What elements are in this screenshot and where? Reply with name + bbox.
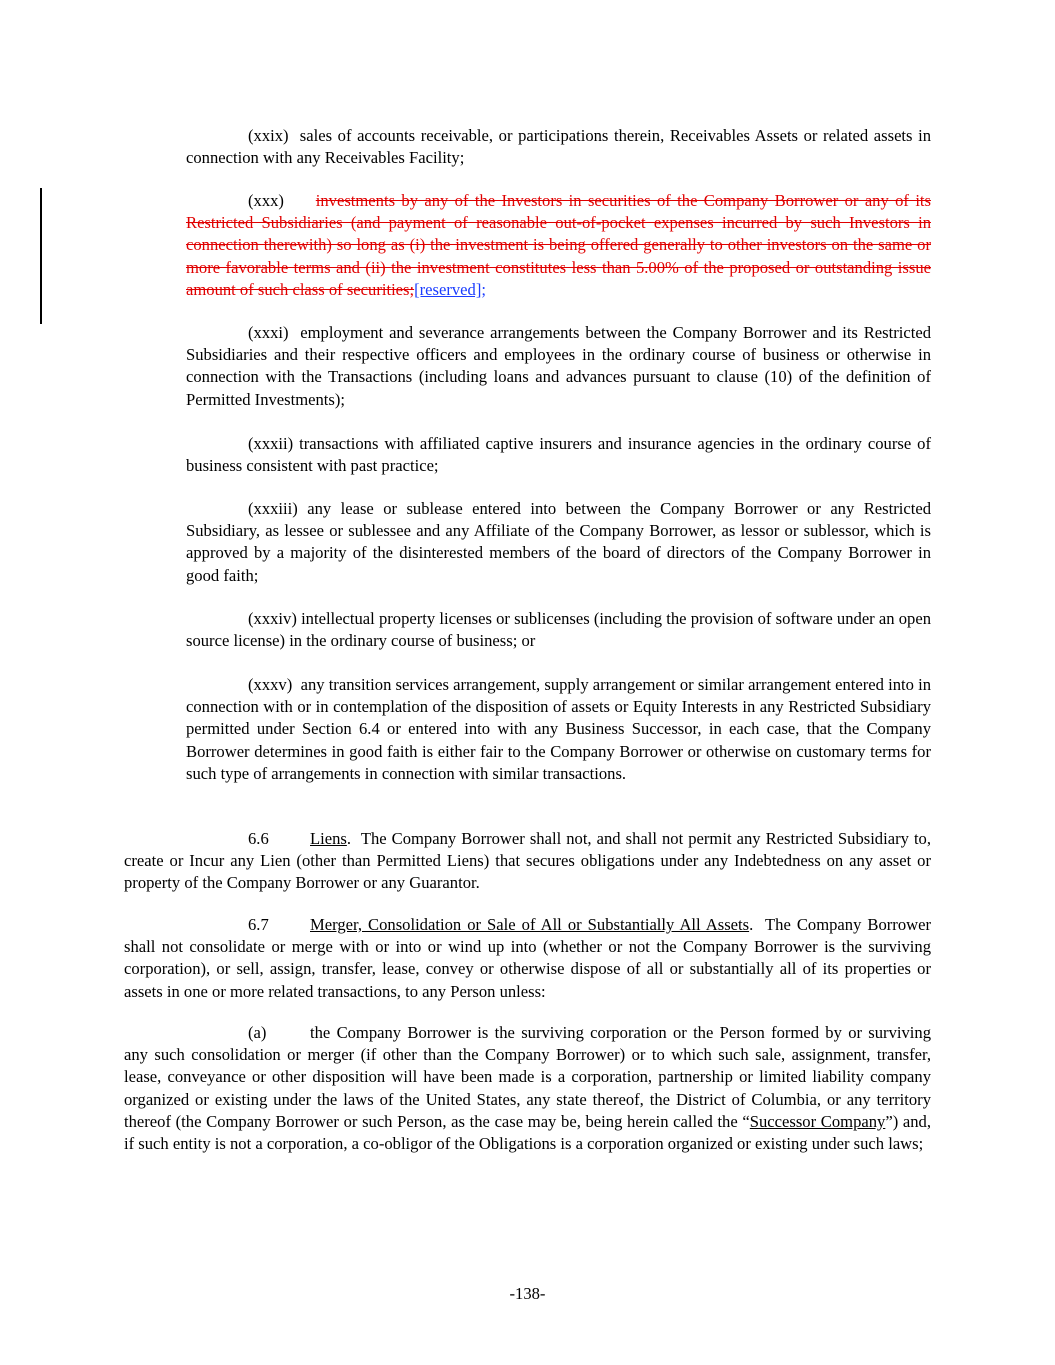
inserted-text: [reserved];	[414, 279, 486, 299]
clause-text: transactions with affiliated captive insurers and insurance agencies in the ordinary course of business consistent with past practice;	[186, 434, 931, 476]
clause-xxx	[186, 190, 931, 301]
clause-text-before: the Company Borrower is the surviving corporation or the Person formed by or surviving any such consolidation or merger (if other than the Company Borrower) or to which such sale, assignment, transfer, lease, conveyance or other disposition will have been made is a corporation, partnership or limited liability company organized or existing under the laws of the United States, any state thereof, the District of Columbia, or any territory thereof (the Company Borrower or such Person, as the case may be, being herein called the “	[124, 1023, 931, 1131]
section-text: The Company Borrower shall not consolidate or merge with or into or wind up into (whether or not the Company Borrower is the surviving corporation), or sell, assign, transfer, lease, convey or otherwise dispose of all or substantially all of its properties or assets in one or more related transactions, to any Person unless:	[124, 915, 931, 1001]
clause-xxix	[186, 125, 931, 169]
section-6-6: 6.6 Liens. The Company Borrower shall not, and shall not permit any Restricted Subsidiary to, create or Incur any Lien (other than Permitted Liens) that secures obligations under any Indebtedness on any asset or property of the Company Borrower or any Guarantor.	[124, 829, 931, 893]
defined-term: Successor Company	[749, 1111, 886, 1131]
clause-label: (xxx)	[248, 191, 284, 210]
page-number: -138-	[509, 1284, 546, 1303]
clause-label: (a)	[248, 1023, 267, 1042]
clause-xxxi	[186, 322, 931, 411]
clause-text: intellectual property licenses or sublicenses (including the provision of software under an open source license) in the ordinary course of business; or	[186, 609, 931, 651]
clause-label: (xxxiii)	[248, 499, 298, 518]
clause-xxxiii	[186, 498, 931, 587]
section-text: The Company Borrower shall not, and shall not permit any Restricted Subsidiary to, create or Incur any Lien (other than Permitted Liens) that secures obligations under any Indebtedness on any asset or property of the Company Borrower or any Guarantor.	[124, 829, 931, 893]
clause-text: any lease or sublease entered into between the Company Borrower or any Restricted Subsidiary, as lessee or sublessee and any Affiliate of the Company Borrower, as lessor or sublessor, which is approved by a majority of the disinterested members of the board of directors of the Company Borrower in good faith;	[186, 499, 931, 585]
deleted-text: investments by any of the Investors in securities of the Company Borrower or any of its Restricted Subsidiaries (and payment of reasonable out-of-pocket expenses incurred by such Investors in connection therewith) so long as (i) the investment is being offered generally to other investors on the same or more favorable terms and (ii) the investment constitutes less than 5.00% of the proposed or outstanding issue amount of such class of securities;	[186, 191, 931, 299]
clause-xxxii	[186, 433, 931, 477]
clause-xxxv	[186, 674, 931, 785]
clause-label: (xxxv)	[248, 675, 293, 694]
clause-xxxiv	[186, 608, 931, 652]
clause-label: (xxix)	[248, 126, 289, 145]
section-number: 6.7	[248, 915, 269, 934]
clause-text-after: ”) and, if such entity is not a corporation, a co-obligor of the Obligations is a corporation organized or existing under such laws;	[124, 1111, 931, 1154]
section-heading: Liens	[310, 829, 347, 848]
section-6-7: 6.7 Merger, Consolidation or Sale of All or Substantially All Assets. The Company Borrower shall not consolidate or merge with or into or wind up into (whether or not the Company Borrower is the surviving corporation), or sell, assign, transfer, lease, convey or otherwise dispose of all or substantially all of its properties or assets in one or more related transactions, to any Person unless:	[124, 915, 931, 1001]
clause-a	[124, 1022, 931, 1155]
clause-label: (xxxiv)	[248, 609, 297, 628]
section-number: 6.6	[248, 829, 269, 848]
clause-text: any transition services arrangement, supply arrangement or similar arrangement entered into in connection with or in contemplation of the disposition of assets or Equity Interests in any Restricted Subsidiary permitted under Section 6.4 or entered into with any Business Successor, in each case, that the Company Borrower determines in good faith is either fair to the Company Borrower or otherwise on customary terms for such type of arrangements in connection with similar transactions.	[186, 675, 932, 783]
change-bar	[40, 188, 42, 324]
clause-label: (xxxii)	[248, 434, 294, 453]
section-heading: Merger, Consolidation or Sale of All or Substantially All Assets	[310, 915, 750, 934]
clause-label: (xxxi)	[248, 323, 289, 342]
clause-text: employment and severance arrangements between the Company Borrower and its Restricted Subsidiaries and their respective officers and employees in the ordinary course of business or otherwise in connection with the Transactions (including loans and advances pursuant to clause (10) of the definition of Permitted Investments);	[186, 323, 932, 409]
clause-text: sales of accounts receivable, or participations therein, Receivables Assets or related assets in connection with any Receivables Facility;	[186, 126, 932, 168]
